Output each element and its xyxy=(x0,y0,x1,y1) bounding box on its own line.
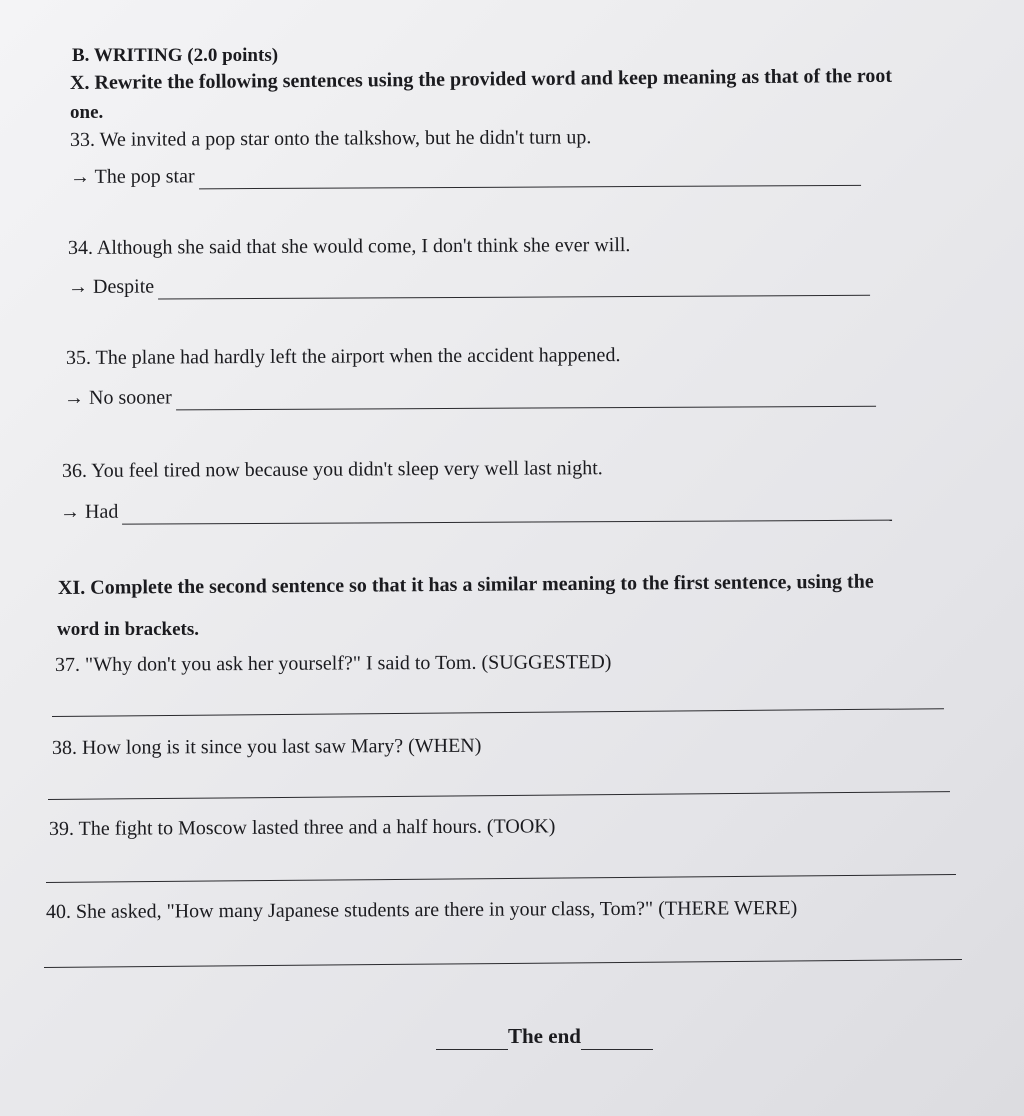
question-36: 36. You feel tired now because you didn't sleep very well last night. xyxy=(61,457,603,482)
section-title: B. WRITING (2.0 points) xyxy=(72,45,279,66)
answer-blank-34[interactable] xyxy=(158,277,870,300)
question-39: 39. The fight to Moscow lasted three and a half hours. (TOOK) xyxy=(48,815,556,840)
answer-prompt-33: → The pop star xyxy=(69,165,195,188)
answer-blank-36[interactable] xyxy=(122,502,892,525)
question-38: 38. How long is it since you last saw Mary? (WHEN) xyxy=(51,734,482,759)
the-end-label: The end xyxy=(508,1024,581,1048)
question-40: 40. She asked, "How many Japanese students are there in your class, Tom?" (THERE WERE) xyxy=(45,897,798,923)
answer-prompt-36: → Had xyxy=(59,500,119,523)
answer-line-34 xyxy=(68,270,870,300)
part-x-instruction-line2: one. xyxy=(70,102,104,123)
question-35: 35. The plane had hardly left the airport when the accident happened. xyxy=(65,344,621,369)
answer-blank-33[interactable] xyxy=(199,167,861,189)
answer-blank-35[interactable] xyxy=(176,388,876,411)
answer-rule-39[interactable] xyxy=(46,874,956,883)
answer-line-36 xyxy=(60,495,892,525)
part-x-instruction-line1: X. Rewrite the following sentences using the provided word and keep meaning as that of the root xyxy=(69,64,893,94)
answer-rule-40[interactable] xyxy=(44,959,962,968)
question-37: 37. "Why don't you ask her yourself?" I said to Tom. (SUGGESTED) xyxy=(54,651,612,676)
answer-rule-38[interactable] xyxy=(48,791,950,800)
answer-prompt-35: → No sooner xyxy=(63,386,172,409)
answer-prompt-34: → Despite xyxy=(67,275,155,298)
the-end xyxy=(436,1022,653,1050)
answer-rule-37[interactable] xyxy=(52,708,944,717)
answer-line-35 xyxy=(64,381,876,411)
end-dash-right xyxy=(581,1027,653,1050)
part-xi-instruction-line2: word in brackets. xyxy=(57,619,199,640)
part-xi-instruction-line1: XI. Complete the second sentence so that it has a similar meaning to the first sentence, using the xyxy=(57,570,874,599)
end-dash-left xyxy=(436,1027,508,1050)
question-34: 34. Although she said that she would come, I don't think she ever will. xyxy=(67,234,631,259)
answer-line-33 xyxy=(70,160,861,190)
question-33: 33. We invited a pop star onto the talkshow, but he didn't turn up. xyxy=(69,126,592,151)
